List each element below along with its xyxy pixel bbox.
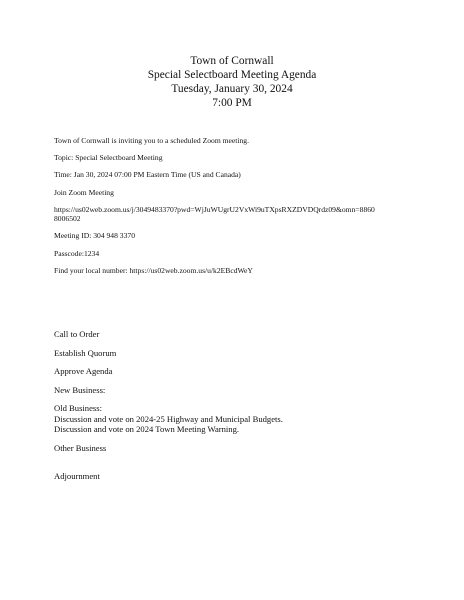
- passcode: Passcode:1234: [54, 248, 100, 258]
- meeting-date: Tuesday, January 30, 2024: [171, 83, 293, 95]
- agenda-item-new-business: New Business:: [54, 384, 106, 395]
- agenda-list: [54, 329, 426, 490]
- meeting-time: 7:00 PM: [212, 97, 252, 109]
- agenda-item-old-business: [54, 403, 426, 434]
- join-label: Join Zoom Meeting: [54, 187, 114, 197]
- old-business-item-budgets: Discussion and vote on 2024-25 Highway and Municipal Budgets.: [54, 413, 283, 424]
- invite-text: Town of Cornwall is inviting you to a scheduled Zoom meeting.: [54, 136, 249, 145]
- meeting-time-zone: Time: Jan 30, 2024 07:00 PM Eastern Time (US and Canada): [54, 170, 241, 180]
- local-number-link[interactable]: Find your local number: https://us02web.zoom.us/u/k2EBcdWeY: [54, 265, 253, 275]
- meeting-topic: Topic: Special Selectboard Meeting: [54, 153, 163, 163]
- spacer: [54, 461, 426, 471]
- agenda-title: Special Selectboard Meeting Agenda: [147, 69, 317, 81]
- old-business-item-warning: Discussion and vote on 2024 Town Meeting Warning.: [54, 424, 240, 435]
- old-business-heading: Old Business:: [54, 403, 102, 414]
- agenda-item-adjournment: Adjournment: [54, 471, 100, 482]
- meeting-id: Meeting ID: 304 948 3370: [54, 231, 135, 241]
- zoom-link[interactable]: [54, 205, 426, 224]
- agenda-item-quorum: Establish Quorum: [54, 347, 117, 358]
- town-name: Town of Cornwall: [190, 55, 274, 67]
- zoom-invitation: [54, 136, 426, 283]
- zoom-link-line1[interactable]: https://us02web.zoom.us/j/3049483370?pwd=WjJuWUgrU2VxWi9uTXpsRXZDVDQrdz09&omn=8860: [54, 204, 375, 214]
- zoom-link-line2[interactable]: 8006502: [54, 214, 81, 224]
- agenda-item-approve: Approve Agenda: [54, 366, 113, 377]
- document-header: [0, 54, 464, 110]
- agenda-item-other-business: Other Business: [54, 442, 107, 453]
- agenda-item-call-to-order: Call to Order: [54, 329, 100, 339]
